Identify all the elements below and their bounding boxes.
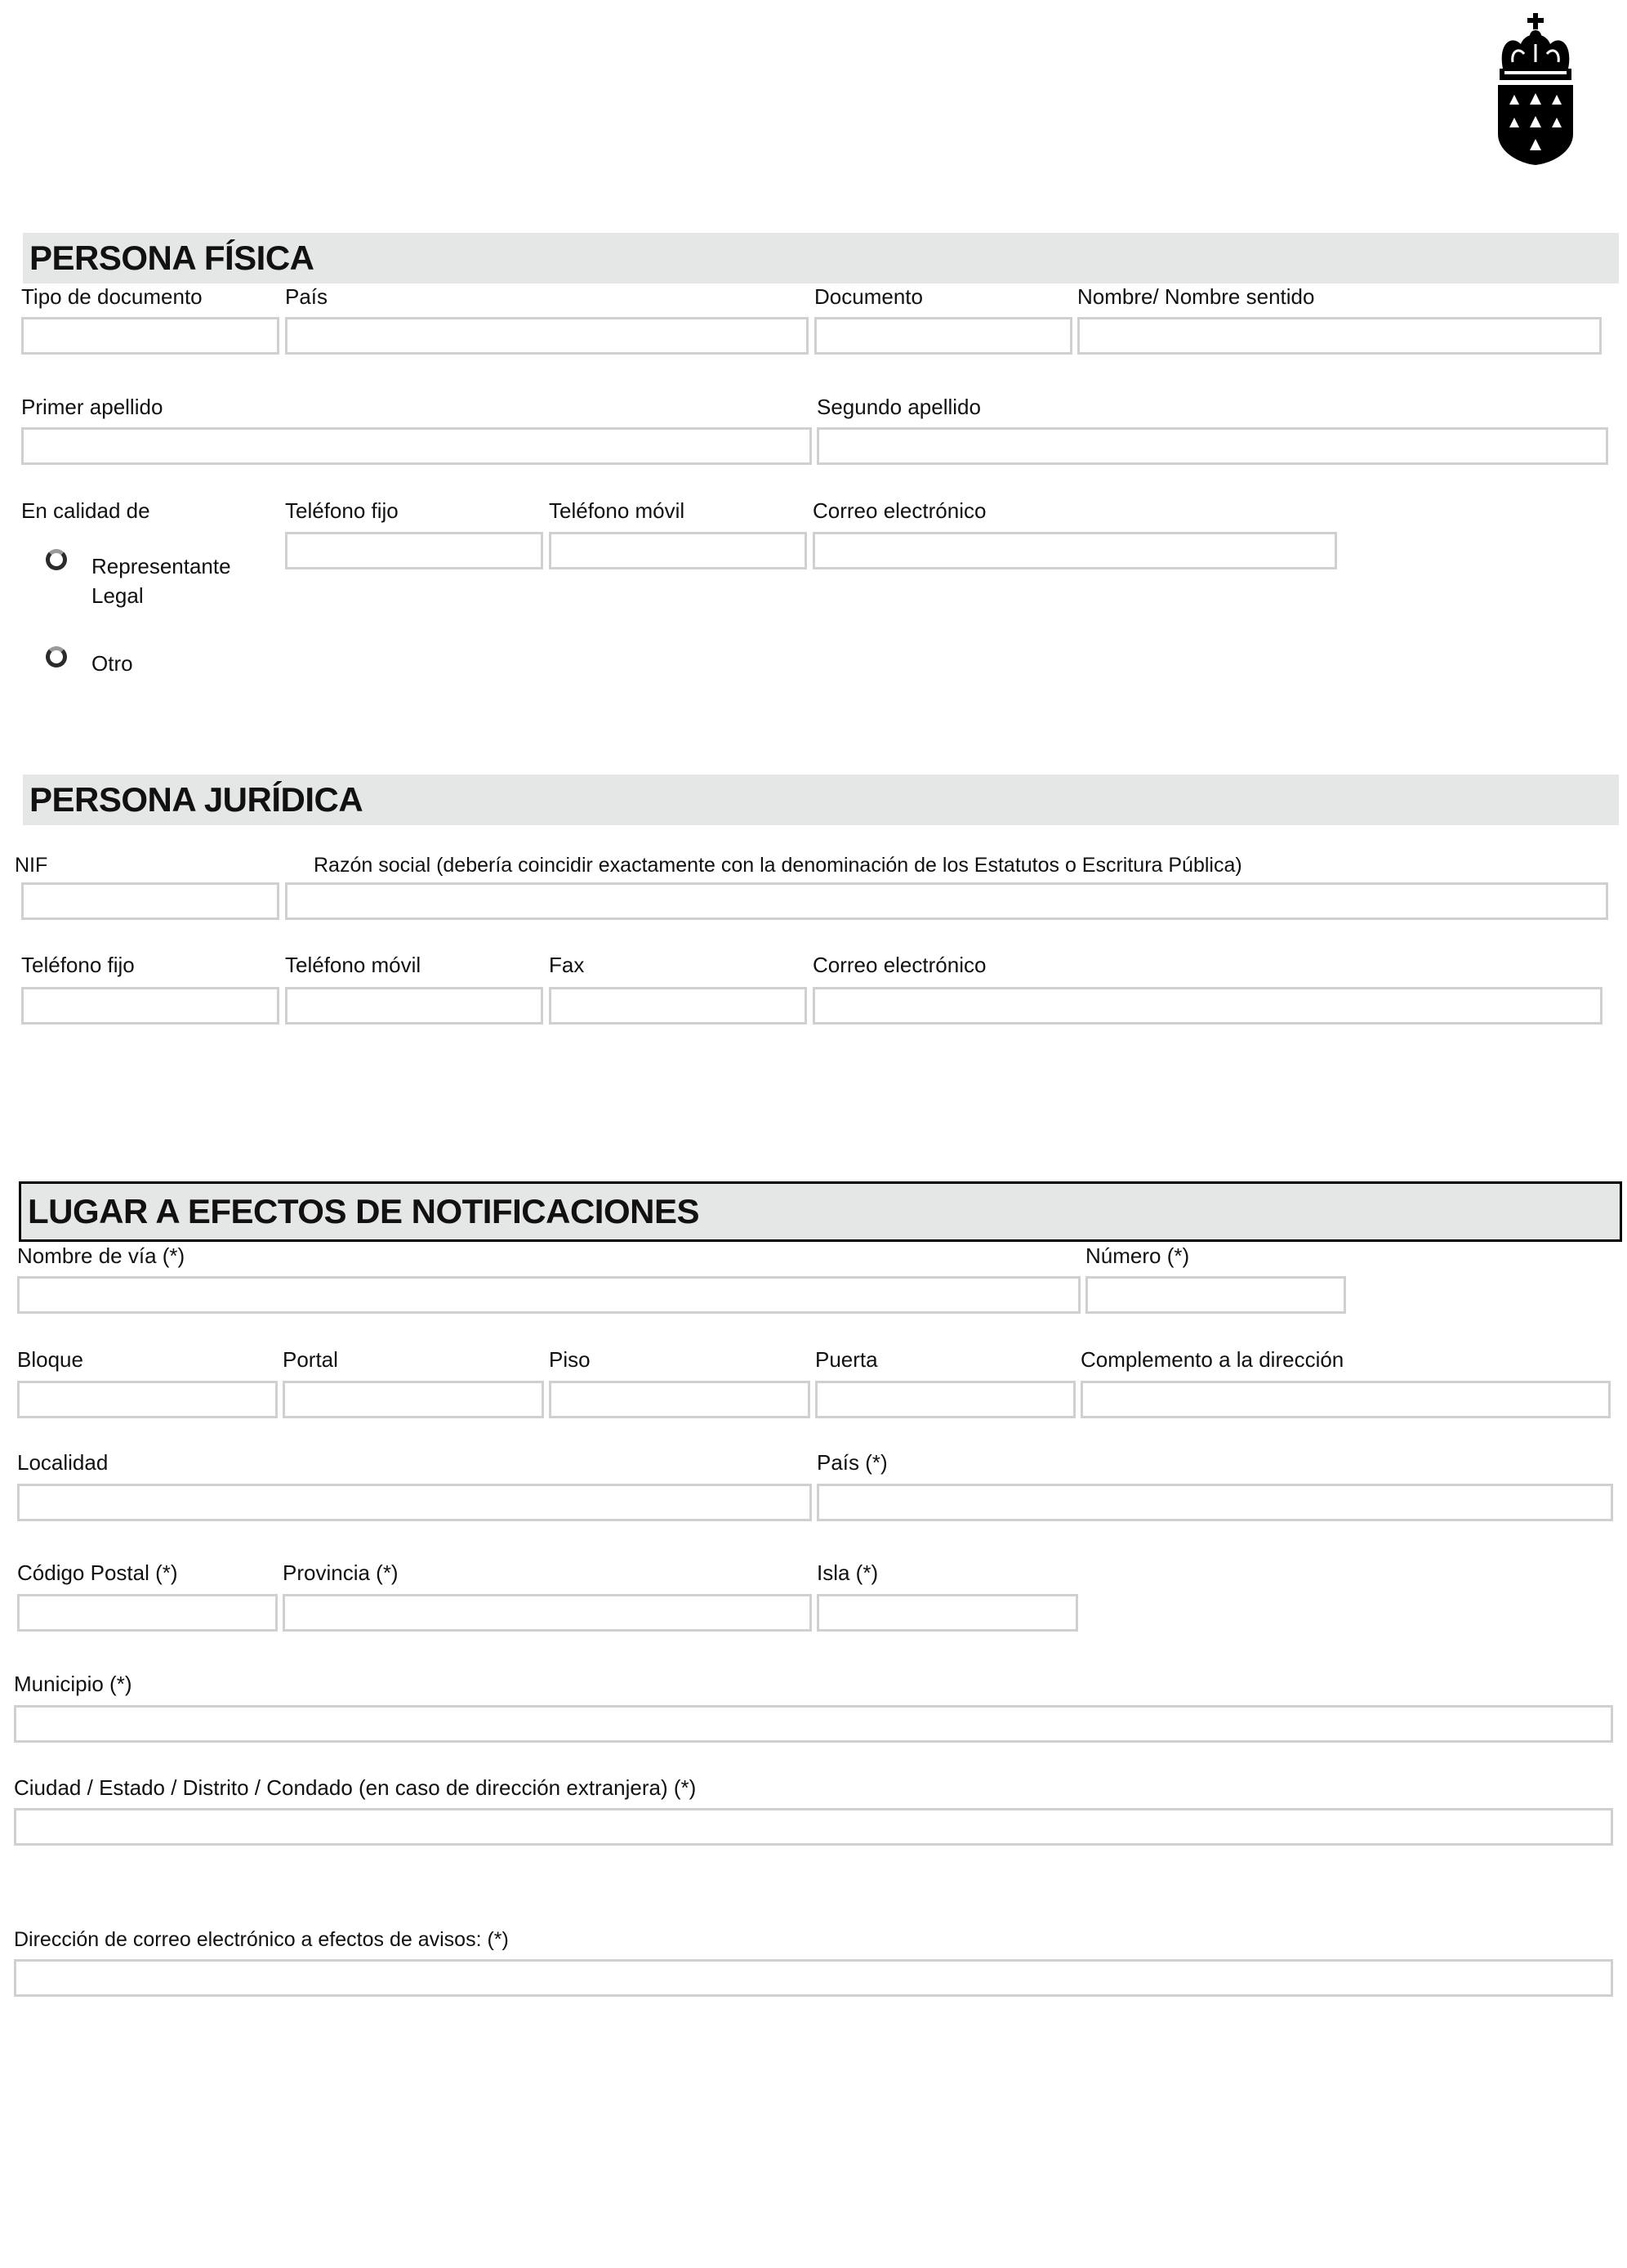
localidad-field[interactable] xyxy=(17,1484,812,1521)
label-en-calidad-de: En calidad de xyxy=(21,498,150,523)
label-numero: Número (*) xyxy=(1085,1243,1190,1268)
radio-label-otro: Otro xyxy=(91,651,133,676)
label-codigo-postal: Código Postal (*) xyxy=(17,1560,178,1585)
documento-field[interactable] xyxy=(814,317,1072,355)
ciudad-estado-field[interactable] xyxy=(14,1808,1613,1846)
section-title: PERSONA FÍSICA xyxy=(29,239,314,277)
label-provincia: Provincia (*) xyxy=(283,1560,399,1585)
label-nif: NIF xyxy=(15,854,48,877)
label-fax: Fax xyxy=(549,953,585,977)
correo-field[interactable] xyxy=(813,987,1602,1025)
section-title: LUGAR A EFECTOS DE NOTIFICACIONES xyxy=(28,1192,699,1230)
portal-field[interactable] xyxy=(283,1381,544,1418)
label-segundo-apellido: Segundo apellido xyxy=(817,395,981,419)
label-primer-apellido: Primer apellido xyxy=(21,395,163,419)
label-documento: Documento xyxy=(814,284,923,309)
pais-field[interactable] xyxy=(817,1484,1613,1521)
label-correo: Correo electrónico xyxy=(813,953,987,977)
section-header-persona-fisica xyxy=(23,233,1619,284)
label-municipio: Municipio (*) xyxy=(14,1672,132,1696)
section-title: PERSONA JURÍDICA xyxy=(29,780,363,819)
section-header-persona-juridica xyxy=(23,775,1619,825)
label-correo: Correo electrónico xyxy=(813,498,987,523)
radio-otro[interactable] xyxy=(46,646,67,667)
label-puerta: Puerta xyxy=(815,1347,878,1372)
label-bloque: Bloque xyxy=(17,1347,83,1372)
label-ciudad-estado: Ciudad / Estado / Distrito / Condado (en caso de dirección extranjera) (*) xyxy=(14,1775,697,1800)
radio-representante-legal[interactable] xyxy=(46,549,67,570)
nombre-via-field[interactable] xyxy=(17,1276,1081,1314)
numero-field[interactable] xyxy=(1085,1276,1346,1314)
pais-field[interactable] xyxy=(285,317,809,355)
segundo-apellido-field[interactable] xyxy=(817,427,1608,465)
provincia-field[interactable] xyxy=(283,1594,812,1632)
razon-social-field[interactable] xyxy=(285,882,1608,920)
primer-apellido-field[interactable] xyxy=(21,427,812,465)
label-pais: País xyxy=(285,284,328,309)
label-telefono-movil: Teléfono móvil xyxy=(285,953,421,977)
codigo-postal-field[interactable] xyxy=(17,1594,278,1632)
complemento-field[interactable] xyxy=(1081,1381,1611,1418)
correo-field[interactable] xyxy=(813,532,1337,569)
telefono-fijo-field[interactable] xyxy=(21,987,279,1025)
nombre-field[interactable] xyxy=(1077,317,1602,355)
label-nombre: Nombre/ Nombre sentido xyxy=(1077,284,1315,309)
nif-field[interactable] xyxy=(21,882,279,920)
bloque-field[interactable] xyxy=(17,1381,278,1418)
correo-avisos-field[interactable] xyxy=(14,1959,1613,1997)
label-razon-social: Razón social (debería coincidir exactamente con la denominación de los Estatutos o Escritura Pública) xyxy=(314,854,1242,877)
label-piso: Piso xyxy=(549,1347,591,1372)
label-telefono-movil: Teléfono móvil xyxy=(549,498,685,523)
label-tipo-documento: Tipo de documento xyxy=(21,284,203,309)
piso-field[interactable] xyxy=(549,1381,810,1418)
fax-field[interactable] xyxy=(549,987,807,1025)
label-correo-avisos: Dirección de correo electrónico a efectos de avisos: (*) xyxy=(14,1928,509,1951)
section-header-notificaciones xyxy=(19,1181,1622,1242)
label-isla: Isla (*) xyxy=(817,1560,879,1585)
label-nombre-via: Nombre de vía (*) xyxy=(17,1243,185,1268)
label-portal: Portal xyxy=(283,1347,338,1372)
label-pais: País (*) xyxy=(817,1450,888,1475)
label-localidad: Localidad xyxy=(17,1450,109,1475)
puerta-field[interactable] xyxy=(815,1381,1076,1418)
label-telefono-fijo: Teléfono fijo xyxy=(21,953,135,977)
isla-field[interactable] xyxy=(817,1594,1078,1632)
municipio-field[interactable] xyxy=(14,1705,1613,1743)
label-complemento: Complemento a la dirección xyxy=(1081,1347,1344,1372)
coat-of-arms-icon xyxy=(1487,11,1585,167)
tipo-documento-field[interactable] xyxy=(21,317,279,355)
telefono-movil-field[interactable] xyxy=(549,532,807,569)
radio-label-representante-legal: Representante Legal xyxy=(91,554,231,608)
telefono-movil-field[interactable] xyxy=(285,987,543,1025)
telefono-fijo-field[interactable] xyxy=(285,532,543,569)
label-telefono-fijo: Teléfono fijo xyxy=(285,498,399,523)
